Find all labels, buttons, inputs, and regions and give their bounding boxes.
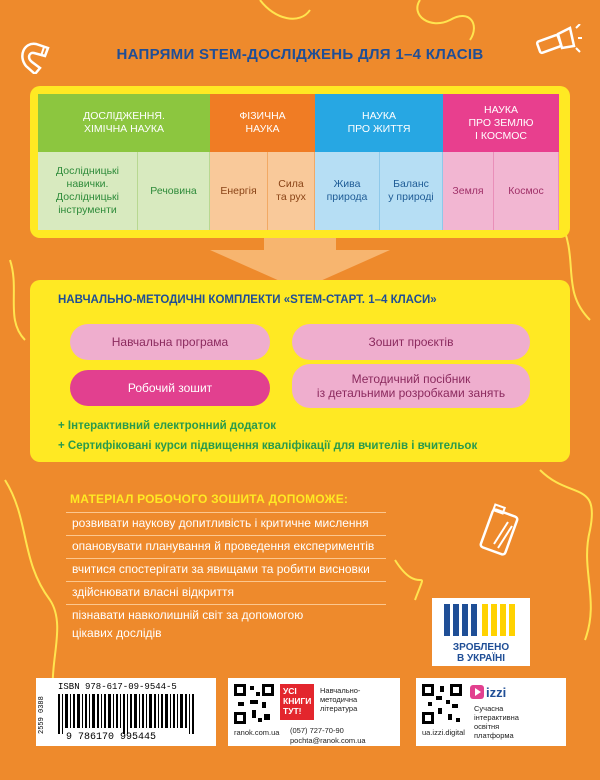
help-item-1: розвивати наукову допитливість і критичне мислення <box>72 516 369 530</box>
publisher-logo <box>280 684 314 720</box>
divider <box>66 558 386 559</box>
topic-force-motion: Сила та рух <box>268 152 315 230</box>
qr-code <box>234 684 274 724</box>
kit-curriculum <box>70 324 270 360</box>
kits-panel <box>30 280 570 462</box>
isbn-label: ISBN 978-617-09-9544-5 <box>58 682 177 692</box>
help-item-5: пізнавати навколишній світ за допомогою <box>72 608 304 622</box>
topic-space: Космос <box>494 152 559 230</box>
help-item-2: опановувати планування й проведення експериментів <box>72 539 375 553</box>
divider <box>66 512 386 513</box>
barcode <box>58 694 208 734</box>
barcode-digits: 9 786170 995445 <box>66 732 157 743</box>
help-item-4: здійснювати власні відкриття <box>72 585 234 599</box>
made-in-ukraine-text: ЗРОБЛЕНО В УКРАЇНІ <box>452 642 510 664</box>
publisher-tagline: Навчально- методична література <box>320 686 361 713</box>
extra-certified-courses <box>58 440 477 452</box>
header-earth-space: НАУКА ПРО ЗЕМЛЮ І КОСМОС <box>443 94 559 152</box>
topic-living-nature: Жива природа <box>315 152 380 230</box>
page-title: НАПРЯМИ STEM-ДОСЛІДЖЕНЬ ДЛЯ 1–4 КЛАСІВ <box>116 46 484 63</box>
publisher-site: ranok.com.ua <box>234 728 280 737</box>
topic-substance: Речовина <box>138 152 210 230</box>
izzi-logo <box>470 684 506 700</box>
header-chemistry: ДОСЛІДЖЕННЯ. ХІМІЧНА НАУКА <box>38 94 210 152</box>
plus-icon: + <box>58 440 68 452</box>
made-in-ukraine-badge <box>432 598 530 666</box>
header-life-science: НАУКА ПРО ЖИТТЯ <box>315 94 443 152</box>
izzi-card <box>416 678 566 746</box>
kit-workbook <box>70 370 270 406</box>
play-icon <box>470 685 484 699</box>
izzi-site: ua.izzi.digital <box>422 728 465 737</box>
topic-research-skills: Дослідницькі навички. Дослідницькі інструменти <box>38 152 138 230</box>
divider <box>66 604 386 605</box>
divider <box>66 535 386 536</box>
extra-interactive-app-label: Інтерактивний електронний додаток <box>67 420 277 432</box>
kit-teacher-guide <box>292 364 530 408</box>
publisher-logo-text: УСІ КНИГИ ТУТ! <box>283 686 312 716</box>
izzi-tagline: Сучасна інтерактивна освітня платформа <box>474 704 519 740</box>
topic-earth: Земля <box>443 152 494 230</box>
publisher-phone: (057) 727-70-90 <box>290 726 344 735</box>
extra-interactive-app <box>58 420 276 432</box>
down-arrow-icon <box>0 0 600 300</box>
help-item-5-cont: цікавих дослідів <box>72 626 162 640</box>
kit-curriculum-label: Навчальна програма <box>111 335 229 349</box>
header-physics: ФІЗИЧНА НАУКА <box>210 94 315 152</box>
topic-nature-balance: Баланс у природі <box>380 152 443 230</box>
made-in-ukraine-logo <box>432 602 530 640</box>
publisher-card <box>228 678 400 746</box>
kit-project-notebook-label: Зошит проєктів <box>368 335 454 349</box>
kit-workbook-label: Робочий зошит <box>127 381 213 395</box>
isbn-card <box>36 678 216 746</box>
kit-teacher-guide-label: Методичний посібник із детальними розробками занять <box>316 372 506 400</box>
izzi-logo-text: izzi <box>486 684 507 700</box>
help-item-3: вчитися спостерігати за явищами та робити висновки <box>72 562 370 576</box>
kit-project-notebook <box>292 324 530 360</box>
kits-title: НАВЧАЛЬНО-МЕТОДИЧНІ КОМПЛЕКТИ «STEM-СТАРТ. 1–4 КЛАСИ» <box>58 294 437 306</box>
publisher-email: pochta@ranok.com.ua <box>290 736 366 745</box>
help-title: МАТЕРІАЛ РОБОЧОГО ЗОШИТА ДОПОМОЖЕ: <box>70 492 349 506</box>
side-code: 2559 0388 <box>38 696 46 734</box>
battery-icon <box>476 500 530 560</box>
topic-energy: Енергія <box>210 152 268 230</box>
extra-certified-courses-label: Сертифіковані курси підвищення кваліфікації для вчителів і вчительок <box>67 440 478 452</box>
plus-icon: + <box>58 420 68 432</box>
qr-code <box>422 684 462 724</box>
divider <box>66 581 386 582</box>
